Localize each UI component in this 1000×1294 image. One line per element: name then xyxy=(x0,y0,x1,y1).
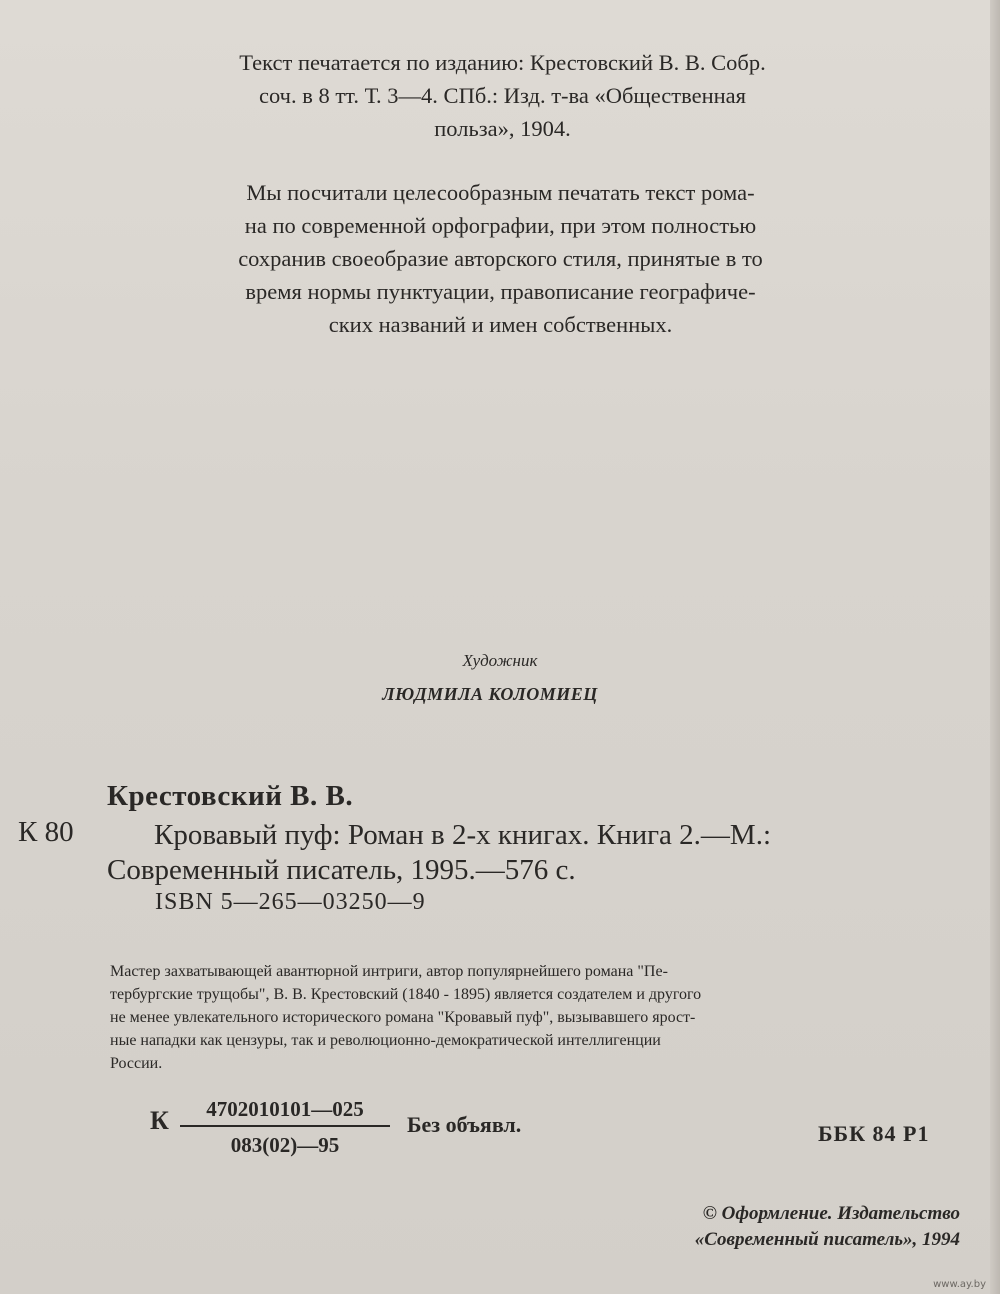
annotation-line: ные нападки как цензуры, так и революционно-демократической интеллигенции xyxy=(110,1032,661,1049)
orthography-note-line: Мы посчитали целесообразным печатать текст рома- xyxy=(246,180,755,205)
copyright-line: «Современный писатель», 1994 xyxy=(694,1229,960,1250)
orthography-note-line: ских названий и имен собственных. xyxy=(328,312,673,337)
artist-name: ЛЮДМИЛА КОЛОМИЕЦ xyxy=(382,684,598,704)
copyright-line: © Оформление. Издательство xyxy=(702,1203,960,1224)
annotation-line: Мастер захватывающей авантюрной интриги, автор популярнейшего романа "Пе- xyxy=(110,963,668,980)
source-edition-note xyxy=(170,46,835,145)
index-letter: К xyxy=(150,1106,169,1135)
orthography-note xyxy=(163,176,838,341)
annotation-line: России. xyxy=(110,1055,163,1072)
source-note-line: Текст печатается по изданию: Крестовский В. В. Собр. xyxy=(239,50,766,75)
artist-label: Художник xyxy=(462,651,538,670)
bbk-code: ББК 84 Р1 xyxy=(818,1121,930,1146)
bibliographic-entry xyxy=(107,818,987,888)
no-ad-label: Без объявл. xyxy=(407,1112,522,1137)
copyright-block xyxy=(695,1201,960,1253)
orthography-note-line: на по современной орфографии, при этом полностью xyxy=(244,213,757,238)
index-fraction xyxy=(180,1095,390,1159)
bib-line: Современный писатель, 1995.—576 с. xyxy=(107,854,576,886)
index-numerator: 4702010101—025 xyxy=(180,1095,390,1127)
annotation-line: не менее увлекательного исторического романа "Кровавый пуф", вызывавшего ярост- xyxy=(110,1009,696,1026)
catalog-author: Крестовский В. В. xyxy=(107,780,354,812)
isbn: ISBN 5—265—03250—9 xyxy=(155,889,426,915)
source-note-line: польза», 1904. xyxy=(434,116,571,141)
annotation-line: тербургские трущобы", В. В. Крестовский (1840 - 1895) является создателем и другого xyxy=(110,986,702,1003)
annotation xyxy=(110,960,970,1075)
index-denominator: 083(02)—95 xyxy=(230,1133,340,1157)
orthography-note-line: время нормы пунктуации, правописание географиче- xyxy=(245,279,756,304)
bib-line: Кровавый пуф: Роман в 2-х книгах. Книга 2.—М.: xyxy=(154,819,772,851)
orthography-note-line: сохранив своеобразие авторского стиля, принятые в то xyxy=(238,246,763,271)
catalog-code: К 80 xyxy=(18,816,74,848)
source-note-line: соч. в 8 тт. Т. 3—4. СПб.: Изд. т-ва «Общественная xyxy=(259,83,746,108)
page-edge xyxy=(990,0,1000,1294)
watermark: www.ay.by xyxy=(933,1279,986,1290)
